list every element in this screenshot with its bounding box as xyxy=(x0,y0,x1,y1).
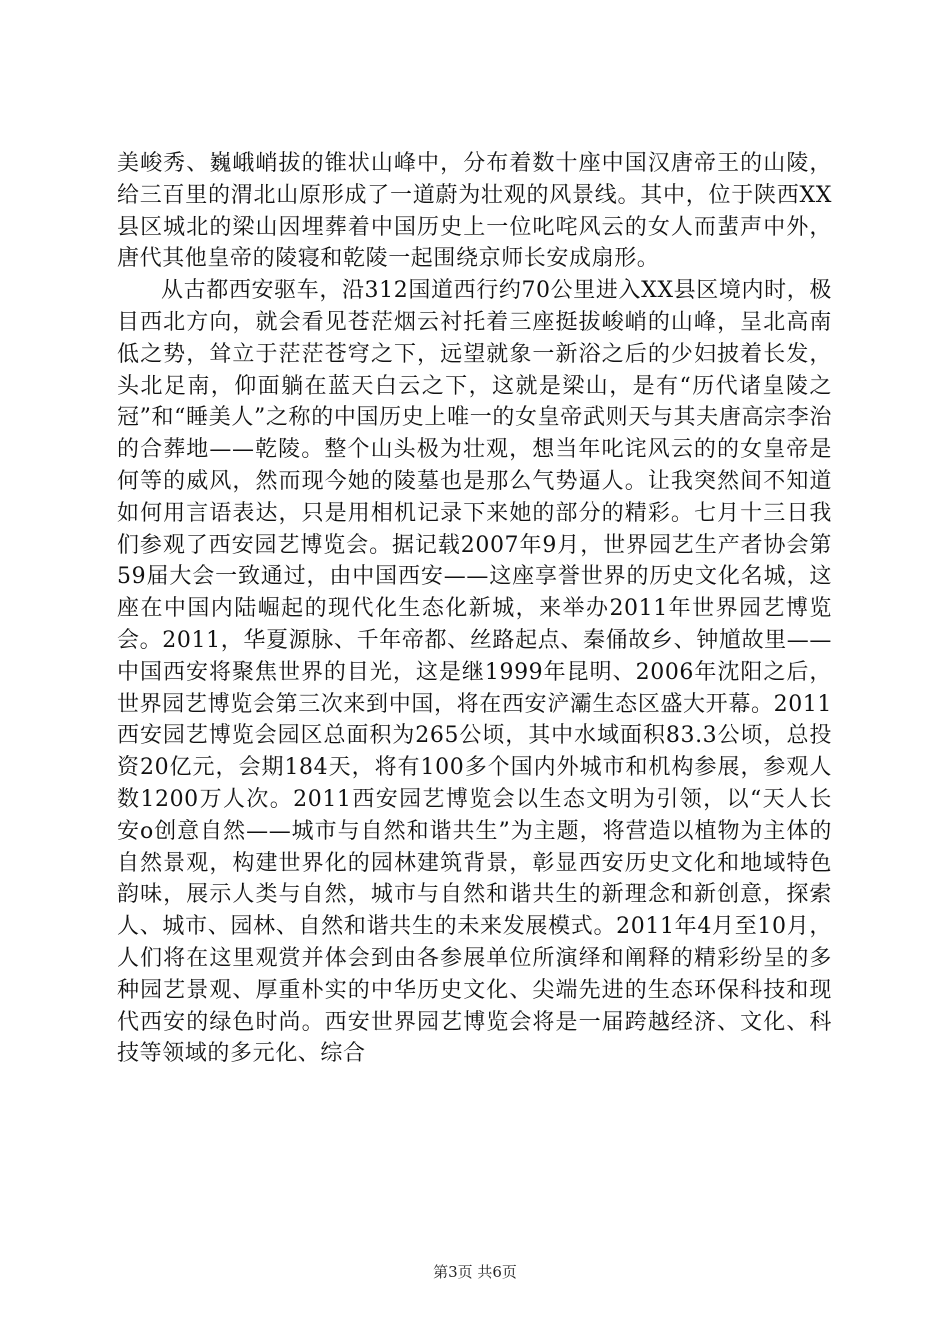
paragraph: 从古都西安驱车，沿312国道西行约70公里进入XX县区境内时，极目西北方向，就会看见苍茫烟云衬托着三座挺拔峻峭的山峰，呈北高南低之势，耸立于茫茫苍穹之下，远望就象一新浴之后的少妇披着长发，头北足南，仰面躺在蓝天白云之下，这就是梁山，是有“历代诸皇陵之冠”和“睡美人”之称的中国历史上唯一的女皇帝武则天与其夫唐高宗李治的合葬地——乾陵。整个山头极为壮观，想当年叱诧风云的的女皇帝是何等的威风，然而现今她的陵墓也是那么气势逼人。让我突然间不知道如何用言语表达，只是用相机记录下来她的部分的精彩。七月十三日我们参观了西安园艺博览会。据记载2007年9月，世界园艺生产者协会第59届大会一致通过，由中国西安——这座享誉世界的历史文化名城，这座在中国内陆崛起的现代化生态化新城，来举办2011年世界园艺博览会。2011，华夏源脉、千年帝都、丝路起点、秦俑故乡、钟馗故里——中国西安将聚焦世界的目光，这是继1999年昆明、2006年沈阳之后，世界园艺博览会第三次来到中国，将在西安浐灞生态区盛大开幕。2011西安园艺博览会园区总面积为265公顷，其中水域面积83.3公顷，总投资20亿元，会期184天，将有100多个国内外城市和机构参展，参观人数1200万人次。2011西安园艺博览会以生态文明为引领，以“天人长安o创意自然——城市与自然和谐共生”为主题，将营造以植物为主体的自然景观，构建世界化的园林建筑背景，彰显西安历史文化和地域特色韵味，展示人类与自然，城市与自然和谐共生的新理念和新创意，探索人、城市、园林、自然和谐共生的未来发展模式。2011年4月至10月，人们将在这里观赏并体会到由各参展单位所演绎和阐释的精彩纷呈的多种园艺景观、厚重朴实的中华历史文化、尖端先进的生态环保科技和现代西安的绿色时尚。西安世界园艺博览会将是一届跨越经济、文化、科技等领域的多元化、综合 xyxy=(117,278,832,1067)
page-number-footer: 第3页 共6页 xyxy=(433,1263,517,1281)
paragraph-continued: 美峻秀、巍峨峭拔的锥状山峰中，分布着数十座中国汉唐帝王的山陵，给三百里的渭北山原形成了一道蔚为壮观的风景线。其中，位于陕西XX县区城北的梁山因埋葬着中国历史上一位叱咤风云的女人而蜚声中外，唐代其他皇帝的陵寝和乾陵一起围绕京师长安成扇形。 xyxy=(117,151,832,272)
body-text xyxy=(117,148,832,1070)
